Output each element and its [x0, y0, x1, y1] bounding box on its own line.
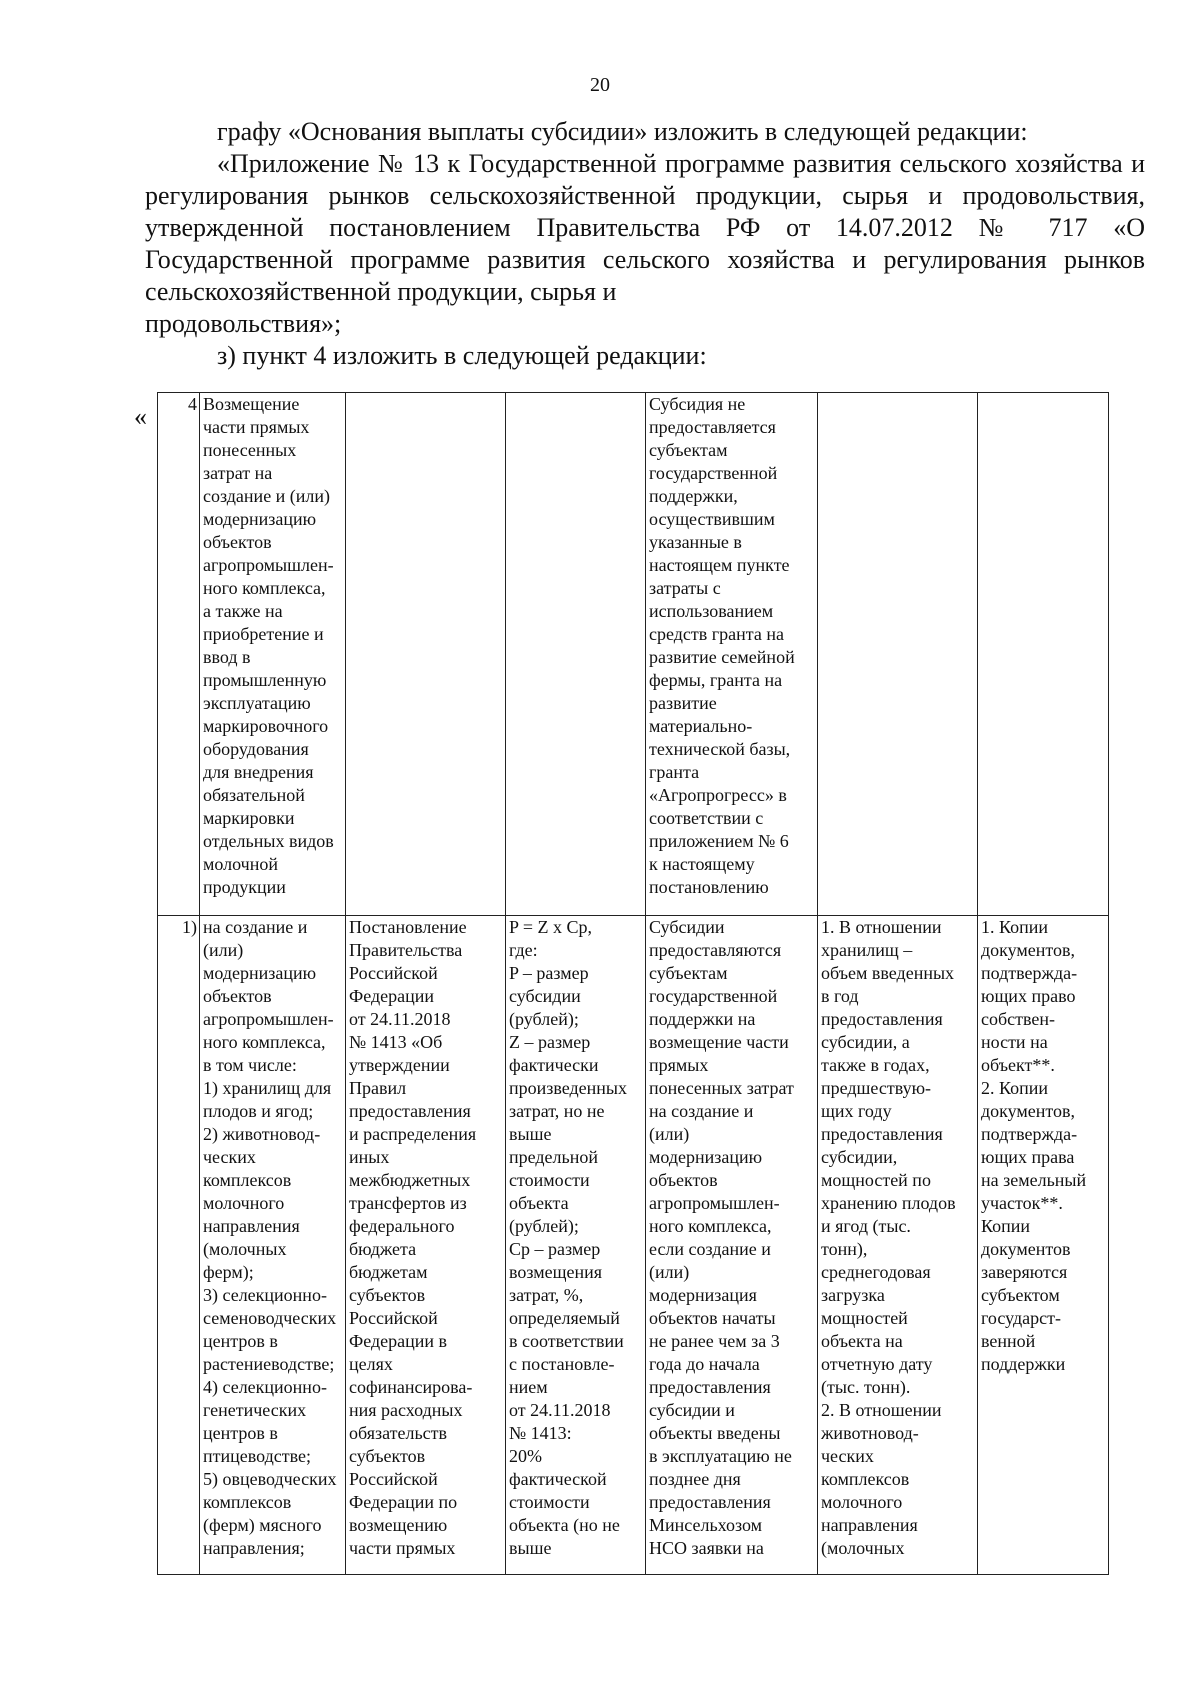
page-number: 20 — [590, 74, 610, 96]
measure-name-cell: Возмещение части прямых понесенных затрат на создание и (или) модернизацию объектов агропромышлен- ного комплекса, а также на приобретение и ввод в промышленную эксплуатацию маркировочного оборудования для внедрения обязательной маркировки отдельных видов молочной продукции — [200, 393, 346, 916]
conditions-cell: Субсидия не предоставляется субъектам государственной поддержки, осуществившим указанные в настоящем пункте затраты с использованием средств гранта на развитие семейной фермы, гранта на развитие материально- технической базы, гранта «Агропрогресс» в соответствии с приложением № 6 к настоящему постановлению — [646, 393, 818, 916]
table-row — [158, 393, 1109, 916]
body-text — [145, 116, 1145, 372]
conditions-cell: Субсидии предоставляются субъектам государственной поддержки на возмещение части прямых понесенных затрат на создание и (или) модернизацию объектов агропромышлен- ного комплекса, если создание и (или) модернизация объектов начаты не ранее чем за 3 года до начала предоставления субсидии и объекты введены в эксплуатацию не позднее дня предоставления Минсельхозом НСО заявки на — [646, 916, 818, 1575]
legal-basis-cell — [346, 393, 506, 916]
indicators-cell — [818, 393, 978, 916]
table-row — [158, 916, 1109, 1575]
paragraph-appendix-13: «Приложение № 13 к Государственной программе развития сельского хозяйства и регулирования рынков сельскохозяйственной продукции, сырья и продовольствия, утвержденной постановлением Правительства РФ от 14.07.2012 № 717 «О Государственной программе развития сельского хозяйства и регулирования рынков сельскохозяйственной продукции, сырья и — [145, 149, 1145, 306]
paragraph-appendix-13-end: продовольствия»; — [145, 309, 342, 338]
legal-basis-cell: Постановление Правительства Российской Федерации от 24.11.2018 № 1413 «Об утверждении Правил предоставления и распределения иных межбюджетных трансфертов из федерального бюджета бюджетам субъектов Российской Федерации в целях софинансирова- ния расходных обязательств субъектов Российской Федерации по возмещению части прямых — [346, 916, 506, 1575]
opening-quote-mark: « — [134, 402, 147, 431]
formula-cell — [506, 393, 646, 916]
paragraph-point-4: з) пункт 4 изложить в следующей редакции: — [217, 341, 707, 370]
measure-name-cell: на создание и (или) модернизацию объектов агропромышлен- ного комплекса, в том числе: 1) хранилищ для плодов и ягод; 2) животновод- ческих комплексов молочного направления (молочных ферм); 3) селекционно- семеноводческих центров в растениеводстве; 4) селекционно- генетических центров в птицеводстве; 5) овцеводческих комплексов (ферм) мясного направления; — [200, 916, 346, 1575]
documents-cell: 1. Копии документов, подтвержда- ющих право собствен- ности на объект**. 2. Копии документов, подтвержда- ющих права на земельный участок**. Копии документов заверяются субъектом государст- венной поддержки — [978, 916, 1109, 1575]
documents-cell — [978, 393, 1109, 916]
indicators-cell: 1. В отношении хранилищ – объем введенных в год предоставления субсидии, а также в годах, предшествую- щих году предоставления субсидии, мощностей по хранению плодов и ягод (тыс. тонн), среднегодовая загрузка мощностей объекта на отчетную дату (тыс. тонн). 2. В отношении животновод- ческих комплексов молочного направления (молочных — [818, 916, 978, 1575]
subsidy-table — [157, 392, 1109, 1575]
row-number-cell: 4 — [158, 393, 200, 916]
formula-cell: P = Z x Cp, где: P – размер субсидии (рублей); Z – размер фактически произведенных затрат, но не выше предельной стоимости объекта (рублей); Cp – размер возмещения затрат, %, определяемый в соответствии с постановле- нием от 24.11.2018 № 1413: 20% фактической стоимости объекта (но не выше — [506, 916, 646, 1575]
row-number-cell: 1) — [158, 916, 200, 1575]
paragraph-graph-basis: графу «Основания выплаты субсидии» изложить в следующей редакции: — [217, 117, 1028, 146]
